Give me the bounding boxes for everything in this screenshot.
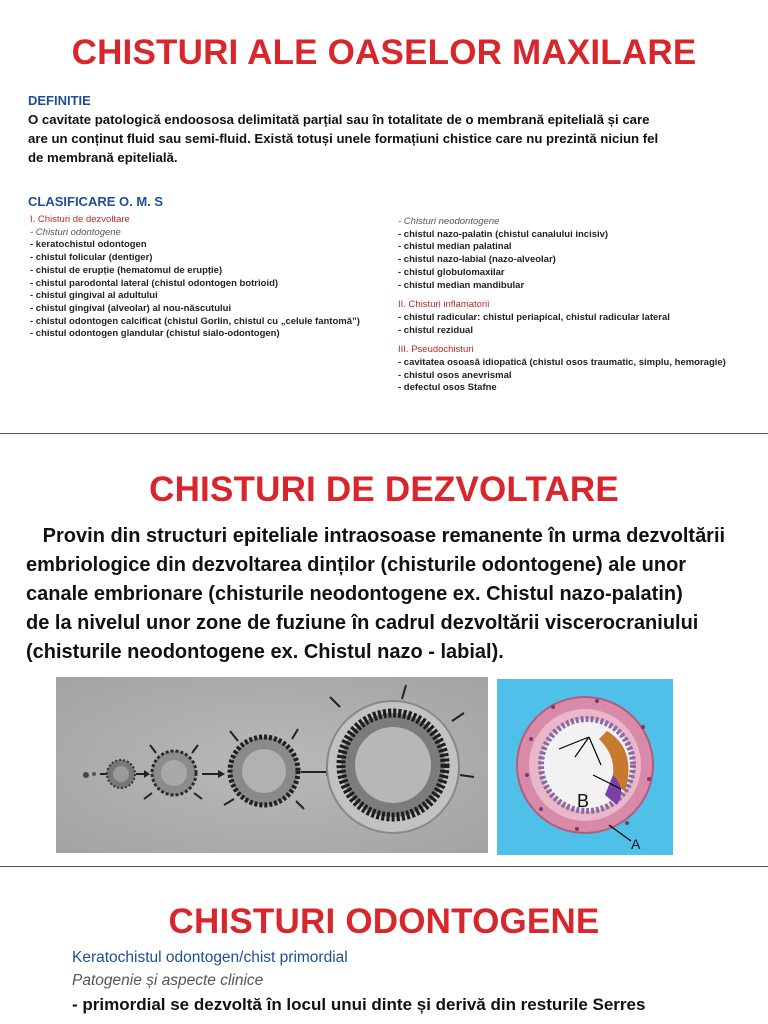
body-line: embriologice din dezvoltarea dinților (chisturile odontogene) ale unor bbox=[26, 554, 687, 576]
cyst-histology-diagram bbox=[497, 679, 673, 855]
list-item: - chistul gingival (alveolar) al nou-născutului bbox=[30, 302, 232, 314]
definition-line: de membrană epitelială. bbox=[28, 150, 178, 165]
list-item: - chistul gingival al adultului bbox=[30, 290, 158, 302]
section-heading: II. Chisturi inflamatorii bbox=[398, 299, 490, 311]
list-item: - chistul nazo-palatin (chistul canalului incisiv) bbox=[398, 228, 609, 240]
body-line: de la nivelul unor zone de fuziune în cadrul dezvoltării viscerocraniului bbox=[26, 612, 699, 634]
list-item: - defectul osos Stafne bbox=[398, 382, 497, 394]
definition-line: are un conținut fluid sau semi-fluid. Există totuși unele formațiuni chistice care nu prezintă niciun fel bbox=[28, 131, 659, 146]
list-item: - chistul osos anevrismal bbox=[398, 369, 512, 381]
slide-title: CHISTURI ALE OASELOR MAXILARE bbox=[71, 33, 697, 72]
list-item: - chistul nazo-labial (nazo-alveolar) bbox=[398, 254, 556, 266]
slide-title: CHISTURI ODONTOGENE bbox=[168, 902, 600, 941]
classification-right-column bbox=[398, 216, 758, 395]
section-heading: III. Pseudochisturi bbox=[398, 344, 474, 356]
subheading: Keratochistul odontogen/chist primordial bbox=[72, 949, 348, 966]
classification-left-column bbox=[30, 214, 390, 341]
figure-label-a: A bbox=[631, 836, 641, 852]
body-line: - primordial se dezvoltă în locul unui dinte și derivă din resturile Serres bbox=[72, 995, 646, 1014]
definition-text bbox=[28, 110, 758, 167]
figure-label-b: B bbox=[577, 791, 590, 811]
list-item: - chistul parodontal lateral (chistul odontogen botrioid) bbox=[30, 277, 279, 289]
slide-title: CHISTURI DE DEZVOLTARE bbox=[149, 470, 619, 509]
list-item: - chistul median palatinal bbox=[398, 241, 512, 253]
slide-odontogenic-cysts bbox=[0, 867, 768, 1024]
classification-heading: CLASIFICARE O. M. S bbox=[28, 194, 164, 209]
definition-line: O cavitate patologică endoososa delimitată parțial sau în totalitate de o membrană epitelială și care bbox=[28, 112, 650, 127]
list-item: - chistul median mandibular bbox=[398, 279, 525, 291]
list-item: - chistul globulomaxilar bbox=[398, 266, 505, 278]
body-line: canale embrionare (chisturile neodontogene ex. Chistul nazo-palatin) bbox=[26, 583, 683, 605]
italic-heading: Patogenie și aspecte clinice bbox=[72, 972, 264, 989]
body-line: (chisturile neodontogene ex. Chistul nazo - labial). bbox=[26, 641, 504, 663]
slide-body bbox=[26, 522, 766, 667]
cyst-development-micrograph bbox=[56, 677, 488, 853]
slide-development-cysts bbox=[0, 434, 768, 865]
body-line: Provin din structuri epiteliale intraosoase remanente în urma dezvoltării bbox=[26, 525, 726, 547]
list-item: - cavitatea osoasă idiopatică (chistul osos traumatic, simplu, hemoragie) bbox=[398, 357, 726, 369]
list-item: - chistul odontogen glandular (chistul sialo-odontogen) bbox=[30, 328, 280, 340]
definition-heading: DEFINITIE bbox=[28, 93, 91, 108]
list-item: - chistul folicular (dentiger) bbox=[30, 252, 153, 264]
subsection-heading: - Chisturi odontogene bbox=[30, 226, 121, 238]
list-item: - keratochistul odontogen bbox=[30, 239, 147, 251]
subsection-heading: - Chisturi neodontogene bbox=[398, 216, 500, 227]
list-item: - chistul de erupție (hematomul de erupție) bbox=[30, 264, 223, 276]
list-item: - chistul odontogen calcificat (chistul Gorlin, chistul cu „celule fantomă”) bbox=[30, 315, 360, 327]
list-item: - chistul rezidual bbox=[398, 324, 473, 336]
section-heading: I. Chisturi de dezvoltare bbox=[30, 214, 130, 225]
list-item: - chistul radicular: chistul periapical, chistul radicular lateral bbox=[398, 311, 670, 323]
slide-classification bbox=[0, 0, 768, 432]
